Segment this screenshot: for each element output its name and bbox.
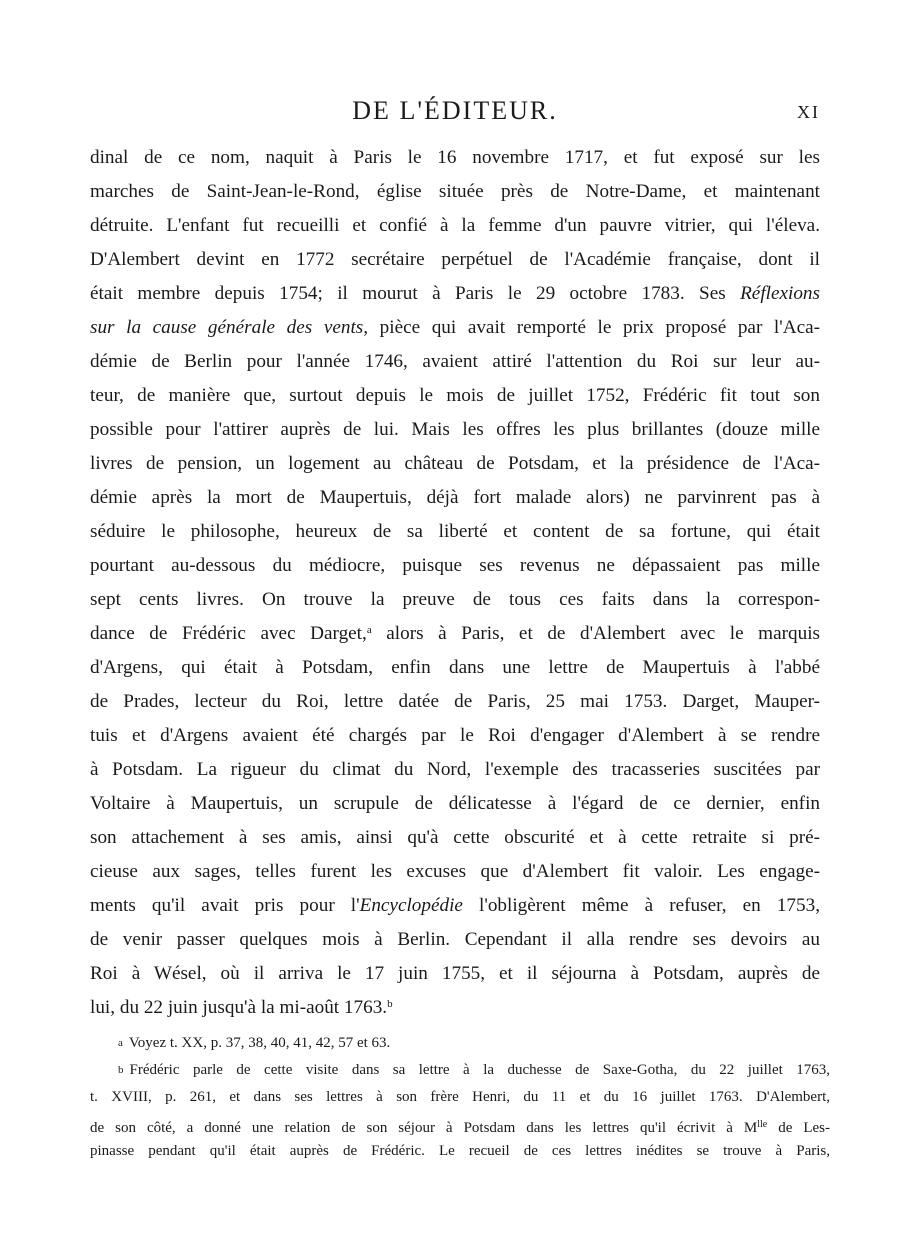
text-line: d'Argens, qui était à Potsdam, enfin dans une lettre de Maupertuis à l'abbé [90, 657, 820, 678]
text-line: sept cents livres. On trouve la preuve de tous ces faits dans la correspon- [90, 589, 820, 610]
text-line: séduire le philosophe, heureux de sa liberté et content de sa fortune, qui était [90, 521, 820, 542]
text-segment: l'obligèrent même à refuser, en 1753, [479, 895, 820, 916]
footnote-superscript: lle [757, 1119, 768, 1130]
text-segment: était membre depuis 1754; il mourut à Paris le 29 octobre 1783. Ses [90, 283, 726, 304]
text-line: de venir passer quelques mois à Berlin. Cependant il alla rendre ses devoirs au [90, 929, 820, 950]
footnote-text: Voyez t. XX, p. 37, 38, 40, 41, 42, 57 et 63. [128, 1035, 391, 1051]
text-line: Voltaire à Maupertuis, un scrupule de délicatesse à l'égard de ce dernier, enfin [90, 793, 820, 814]
text-line: teur, de manière que, surtout depuis le mois de juillet 1752, Frédéric fit tout son [90, 385, 820, 406]
italic-title: Encyclopédie [359, 895, 463, 916]
running-head [90, 96, 820, 130]
text-segment: dance de Frédéric avec Darget, [90, 623, 367, 644]
footnote-b-continued: pinasse pendant qu'il était auprès de Frédéric. Le recueil de ces lettres inédites se trouve à Paris, [90, 1143, 830, 1159]
text-line: livres de pension, un logement au château de Potsdam, et la présidence de l'Aca- [90, 453, 820, 474]
footnote-text: de Les- [767, 1120, 830, 1136]
text-line: possible pour l'attirer auprès de lui. Mais les offres les plus brillantes (douze mille [90, 419, 820, 440]
text-line: à Potsdam. La rigueur du climat du Nord, l'exemple des tracasseries suscitées par [90, 759, 820, 780]
footnote-a [90, 1030, 830, 1057]
footnote-b-continued [90, 1111, 830, 1138]
page-number: XI [797, 102, 820, 122]
text-line: pourtant au-dessous du médiocre, puisque ses revenus ne dépassaient pas mille [90, 555, 820, 576]
italic-title: Réflexions [740, 283, 820, 304]
footnote-ref-b[interactable]: b [387, 998, 393, 1010]
text-line: détruite. L'enfant fut recueilli et confié à la femme d'un pauvre vitrier, qui l'éleva. [90, 215, 820, 236]
text-line [90, 889, 820, 923]
text-line: démie de Berlin pour l'année 1746, avaient attiré l'attention du Roi sur leur au- [90, 351, 820, 372]
text-line: cieuse aux sages, telles furent les excuses que d'Alembert fit valoir. Les engage- [90, 861, 820, 882]
text-line [90, 311, 820, 345]
footnotes [90, 1030, 830, 1165]
text-line: D'Alembert devint en 1772 secrétaire perpétuel de l'Académie française, dont il [90, 249, 820, 270]
footnote-text: de son côté, a donné une relation de son séjour à Potsdam dans les lettres qu'il écrivit à M [90, 1120, 758, 1136]
text-line: marches de Saint-Jean-le-Rond, église située près de Notre-Dame, et maintenant [90, 181, 820, 202]
text-line: tuis et d'Argens avaient été chargés par le Roi d'engager d'Alembert à se rendre [90, 725, 820, 746]
footnote-text: Frédéric parle de cette visite dans sa lettre à la duchesse de Saxe-Gotha, du 22 juillet 1763, [129, 1062, 830, 1078]
italic-title: sur la cause générale des vents, [90, 317, 369, 338]
text-segment: alors à Paris, et de d'Alembert avec le marquis [386, 623, 820, 644]
text-line [90, 617, 820, 651]
text-segment: ments qu'il avait pris pour l' [90, 895, 360, 916]
text-segment: pièce qui avait remporté le prix proposé par l'Aca- [379, 317, 820, 338]
footnote-marker: b [118, 1064, 124, 1076]
text-line: de Prades, lecteur du Roi, lettre datée de Paris, 25 mai 1753. Darget, Mauper- [90, 691, 820, 712]
body-text [90, 141, 820, 1025]
text-line [90, 277, 820, 311]
text-line: son attachement à ses amis, ainsi qu'à cette obscurité et à cette retraite si pré- [90, 827, 820, 848]
text-line: dinal de ce nom, naquit à Paris le 16 novembre 1717, et fut exposé sur les [90, 147, 820, 168]
text-line: démie après la mort de Maupertuis, déjà fort malade alors) ne parvinrent pas à [90, 487, 820, 508]
text-segment: lui, du 22 juin jusqu'à la mi-août 1763. [90, 997, 388, 1018]
text-line [90, 991, 820, 1025]
footnote-b-continued: t. XVIII, p. 261, et dans ses lettres à son frère Henri, du 11 et du 16 juillet 1763. D'Alembert, [90, 1089, 830, 1105]
footnote-ref-a[interactable]: a [366, 624, 372, 636]
footnote-marker: a [118, 1037, 123, 1049]
text-line: Roi à Wésel, où il arriva le 17 juin 1755, et il séjourna à Potsdam, auprès de [90, 963, 820, 984]
footnote-b [90, 1057, 830, 1084]
running-title: DE L'ÉDITEUR. [352, 96, 558, 125]
